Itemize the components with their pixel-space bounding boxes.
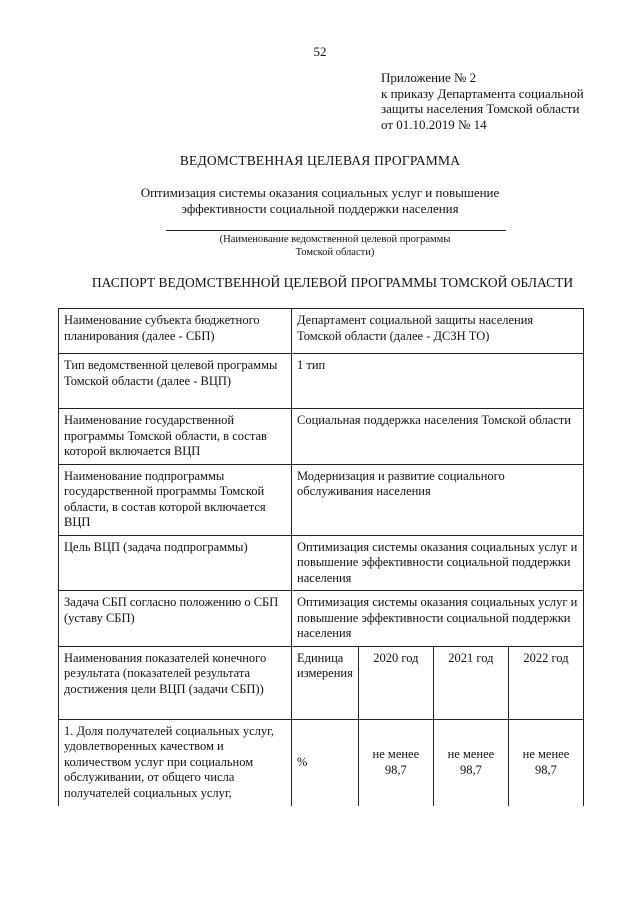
row-label: Наименование государственной программы Томской области, в состав которой включается ВЦП xyxy=(59,409,292,465)
table-row xyxy=(59,464,584,535)
year-header: 2020 год xyxy=(358,646,433,719)
appendix-line: Приложение № 2 xyxy=(381,70,477,85)
year-header: 2022 год xyxy=(508,646,583,719)
year-header: 2021 год xyxy=(433,646,508,719)
table-row xyxy=(59,591,584,647)
table-row xyxy=(59,535,584,591)
appendix-line: от 01.10.2019 № 14 xyxy=(381,116,487,132)
indicator-label: 1. Доля получателей социальных услуг, удовлетворенных качеством и количеством услуг при социальном обслуживании, от общего числа получателей социальных услуг, xyxy=(59,719,292,806)
program-name xyxy=(0,185,640,217)
appendix-line: к приказу Департамента социальной xyxy=(381,85,584,101)
indicator-value: не менее 98,7 xyxy=(508,719,583,806)
row-label: Задача СБП согласно положению о СБП (уставу СБП) xyxy=(59,591,292,647)
row-value: Модернизация и развитие социального обслуживания населения xyxy=(292,464,584,535)
passport-title: ПАСПОРТ ВЕДОМСТВЕННОЙ ЦЕЛЕВОЙ ПРОГРАММЫ ТОМСКОЙ ОБЛАСТИ xyxy=(91,275,574,290)
indicator-header-row xyxy=(59,646,584,719)
title-underline xyxy=(166,230,506,231)
row-value: Оптимизация системы оказания социальных услуг и повышение эффективности социальной поддержки населения xyxy=(292,535,584,591)
row-label: Наименование подпрограммы государственной программы Томской области, в состав которой включается ВЦП xyxy=(59,464,292,535)
unit-header: Единица измерения xyxy=(292,646,359,719)
indicator-row xyxy=(59,719,584,806)
program-name-line: эффективности социальной поддержки населения xyxy=(181,201,459,216)
row-label: Наименование субъекта бюджетного планирования (далее - СБП) xyxy=(59,309,292,354)
indicators-label: Наименования показателей конечного результата (показателей результата достижения цели ВЦП (задачи СБП)) xyxy=(59,646,292,719)
row-value: Социальная поддержка населения Томской области xyxy=(292,409,584,465)
row-value: Оптимизация системы оказания социальных услуг и повышение эффективности социальной поддержки населения xyxy=(292,591,584,647)
row-label: Цель ВЦП (задача подпрограммы) xyxy=(59,535,292,591)
table-row xyxy=(59,354,584,409)
passport-table xyxy=(58,308,584,806)
program-title: ВЕДОМСТВЕННАЯ ЦЕЛЕВАЯ ПРОГРАММА xyxy=(179,153,461,168)
appendix-line: защиты населения Томской области xyxy=(381,101,580,116)
program-name-line: Оптимизация системы оказания социальных услуг и повышение xyxy=(140,185,500,200)
indicator-unit: % xyxy=(292,719,359,806)
indicator-value: не менее 98,7 xyxy=(433,719,508,806)
caption-line: Томской области) xyxy=(295,247,375,258)
program-name-caption xyxy=(0,233,640,259)
appendix-block xyxy=(381,70,584,132)
caption-line: (Наименование ведомственной целевой программы xyxy=(219,234,451,245)
table-row xyxy=(59,309,584,354)
table-row xyxy=(59,409,584,465)
indicator-value: не менее 98,7 xyxy=(358,719,433,806)
row-label: Тип ведомственной целевой программы Томской области (далее - ВЦП) xyxy=(59,354,292,409)
page-number: 52 xyxy=(313,44,327,59)
row-value: 1 тип xyxy=(292,354,584,409)
row-value: Департамент социальной защиты населения Томской области (далее - ДСЗН ТО) xyxy=(292,309,584,354)
